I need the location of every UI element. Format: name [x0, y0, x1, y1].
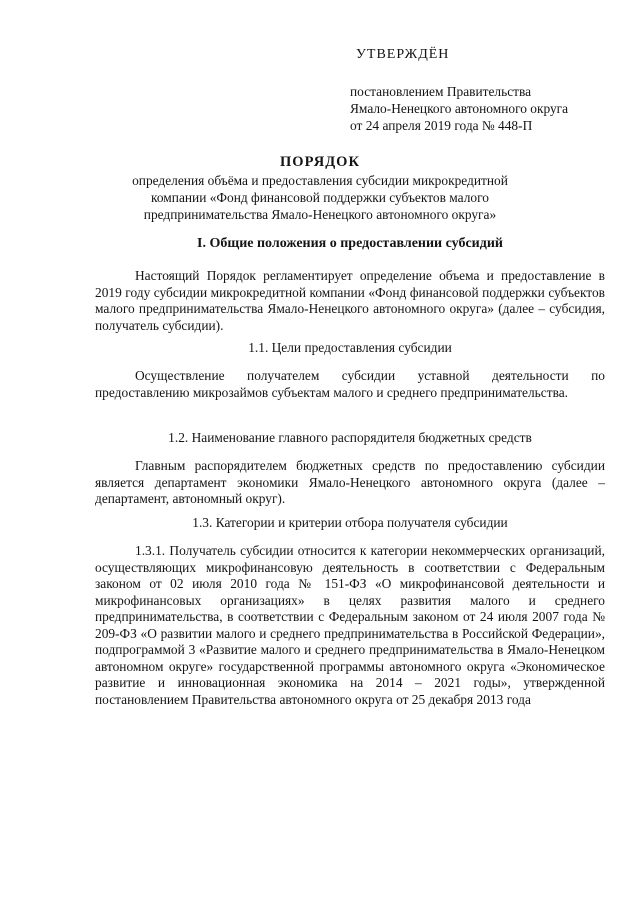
- section-1-text: Настоящий Порядок регламентирует определение объема и предоставление в 2019 году субсидии микрокредитной компании «Фонд финансовой поддержки субъектов малого предпринимательства Ямало-Ненецкого автономного округа» (далее – субсидия, получатель субсидии).: [95, 268, 605, 333]
- section-1-2-heading: 1.2. Наименование главного распорядителя бюджетных средств: [168, 430, 532, 445]
- title-main: ПОРЯДОК: [280, 154, 360, 170]
- approval-block: [350, 46, 625, 134]
- approval-heading: УТВЕРЖДЁН: [356, 47, 450, 62]
- title-line-3: предпринимательства Ямало-Ненецкого автономного округа»: [143, 207, 497, 222]
- section-1-3-heading: 1.3. Категории и критерии отбора получателя субсидии: [192, 515, 508, 530]
- title-line-1: определения объёма и предоставления субсидии микрокредитной: [132, 173, 508, 188]
- document-title: [60, 154, 580, 223]
- section-1-1-text: Осуществление получателем субсидии уставной деятельности по предоставлению микрозаймов субъектам малого и среднего предпринимательства.: [95, 368, 605, 400]
- section-1-1-heading: 1.1. Цели предоставления субсидии: [248, 340, 452, 355]
- section-1-heading: I. Общие положения о предоставлении субсидий: [197, 236, 503, 251]
- approval-line-2: Ямало-Ненецкого автономного округа: [350, 101, 569, 116]
- approval-line-3: от 24 апреля 2019 года № 448-П: [350, 118, 533, 133]
- section-1-3-1-text: 1.3.1. Получатель субсидии относится к категории некоммерческих организаций, осуществляющих микрофинансовую деятельность в соответствии с Федеральным законом от 02 июля 2010 года № 151-ФЗ «О микрофинансовой деятельности и микрофинансовых организациях» в целях развития малого и среднего предпринимательства, в соответствии с Федеральным законом от 24 июля 2007 года № 209-ФЗ «О развитии малого и среднего предпринимательства в Российской Федерации», подпрограммой 3 «Развитие малого и среднего предпринимательства в Ямало-Ненецком автономном округе» государственной программы автономного округа «Экономическое развитие и инновационная экономика на 2014 – 2021 годы», утвержденной постановлением Правительства автономного округа от 25 декабря 2013 года: [95, 543, 605, 707]
- approval-line-1: постановлением Правительства: [350, 84, 532, 99]
- title-line-2: компании «Фонд финансовой поддержки субъектов малого: [151, 190, 489, 205]
- section-1-2-text: Главным распорядителем бюджетных средств по предоставлению субсидии является департамент экономики Ямало-Ненецкого автономного округа (далее – департамент, автономный округ).: [95, 458, 605, 506]
